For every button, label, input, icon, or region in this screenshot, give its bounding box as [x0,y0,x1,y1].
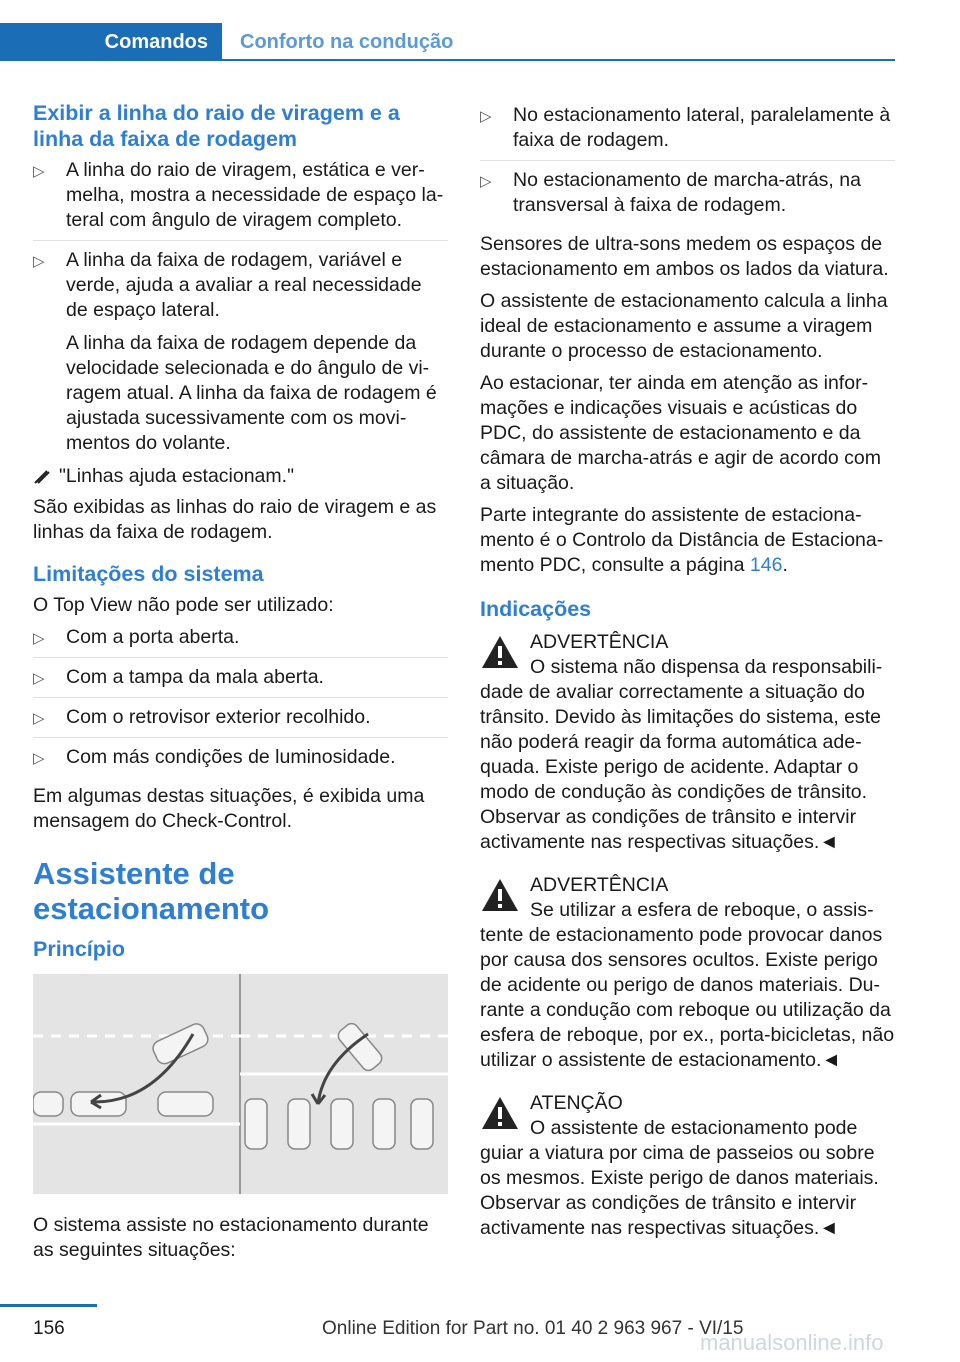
edition-text: Online Edition for Part no. 01 40 2 963 967 - VI/15 [322,1318,744,1339]
warning-label: ADVERTÊNCIA [530,874,669,896]
section-title-principio: Princípio [33,937,125,961]
list-item: ▷ Com a porta aberta. [33,625,448,658]
section-title-linhas: Exibir a linha do raio de viragem e a linha da faixa de rodagem [33,101,400,151]
list-item: ▷ Com más condições de luminosidade. [33,745,448,777]
list-item: ▷ No estacionamento de marcha-atrás, na transversal à faixa de rodagem. [480,169,861,216]
paragraph: São exibidas as linhas do raio de viragem e as linhas da faixa de rodagem. [33,496,437,543]
triangle-bullet-icon: ▷ [33,750,45,767]
watermark: manualsonline.info [700,1330,884,1355]
paragraph: O sistema assiste no estacionamento durante as seguintes situações: [33,1214,429,1261]
warning-text: Se utilizar a esfera de reboque, o assis-tente de estacionamento pode provocar danos por causa dos sensores ocultos. Existe perigo de acidente ou perigo de danos materiais. Du-rante a condução com reboque ou utilização da esfera de reboque, por ex., porta-bicicletas, não utilizar o assistente de estacionamento.◄ [480,899,895,1071]
warning-block [480,630,895,855]
paragraph: Ao estacionar, ter ainda em atenção as infor-mações e indicações visuais e acústicas do PDC, do assistente de estacionamento e da câmara de marcha-atrás e agir de acordo com a situação. [480,372,882,494]
list-item: ▷ A linha do raio de viragem, estática e ver-melha, mostra a necessidade de espaço la-teral com ângulo de viragem completo. [33,158,448,241]
page-header [0,0,960,84]
chapter-title: Assistente de estacionamento [33,856,270,926]
triangle-bullet-icon: ▷ [33,670,45,687]
paragraph: O assistente de estacionamento calcula a linha ideal de estacionamento e assume a viragem durante o processo de estacionamento. [480,290,888,362]
warning-block [480,873,895,1073]
list-item: ▷ Com o retrovisor exterior recolhido. [33,705,448,738]
list-item: ▷ Com a tampa da mala aberta. [33,665,448,698]
page-link[interactable]: 146 [749,554,783,576]
warning-block [480,1091,895,1241]
indent-text: A linha da faixa de rodagem depende da velocidade selecionada e do ângulo de vi-ragem atual. A linha da faixa de rodagem é ajustada sucessivamente com os movi-mentos do volante. [66,332,437,454]
triangle-bullet-icon: ▷ [33,710,45,727]
triangle-bullet-icon: ▷ [480,108,492,125]
triangle-bullet-icon: ▷ [33,163,45,180]
section-title-limitacoes: Limitações do sistema [33,562,264,586]
warning-text: O assistente de estacionamento pode guiar a viatura por cima de passeios ou sobre os mesmos. Existe perigo de danos materiais. Observar as condições de trânsito e intervir activamente nas respectivas situações.◄ [480,1117,879,1239]
list-item: ▷ A linha da faixa de rodagem, variável e verde, ajuda a avaliar a real necessidade de espaço lateral. [33,249,422,321]
warning-triangle-icon [480,1095,520,1131]
parking-illustration [33,974,448,1194]
triangle-bullet-icon: ▷ [33,253,45,270]
section-title-indicacoes: Indicações [480,597,592,621]
paragraph: Sensores de ultra-sons medem os espaços de estacionamento em ambos os lados da viatura. [480,233,889,280]
footer-rule [0,1304,97,1307]
paragraph: Em algumas destas situações, é exibida uma mensagem do Check-Control. [33,785,425,832]
paragraph: O Top View não pode ser utilizado: [33,594,334,616]
tab-conforto-na-conducao[interactable]: Conforto na condução [240,31,454,53]
pencil-icon [33,467,51,485]
menu-item: "Linhas ajuda estacionam." [33,464,448,489]
warning-triangle-icon [480,877,520,913]
warning-triangle-icon [480,634,520,670]
tab-comandos[interactable]: Comandos [0,23,222,61]
list-item: ▷ No estacionamento lateral, paralelamente à faixa de rodagem. [480,103,895,161]
warning-label: ATENÇÃO [530,1092,623,1114]
triangle-bullet-icon: ▷ [33,630,45,647]
left-column [33,100,448,1270]
triangle-bullet-icon: ▷ [480,173,492,190]
right-column [480,103,895,1259]
paragraph: Parte integrante do assistente de estaciona-mento é o Controlo da Distância de Estaciona-mento PDC, consulte a página 146. [480,504,884,576]
warning-label: ADVERTÊNCIA [530,631,669,653]
warning-text: O sistema não dispensa da responsabili-dade de avaliar correctamente a situação do trânsito. Devido às limitações do sistema, este não poderá reagir da forma automática ade-quada. Existe perigo de acidente. Adaptar o modo de condução às condições de trânsito. Observar as condições de trânsito e intervir activamente nas respectivas situações.◄ [480,656,883,853]
header-rule [222,59,895,61]
page-number: 156 [33,1318,65,1339]
